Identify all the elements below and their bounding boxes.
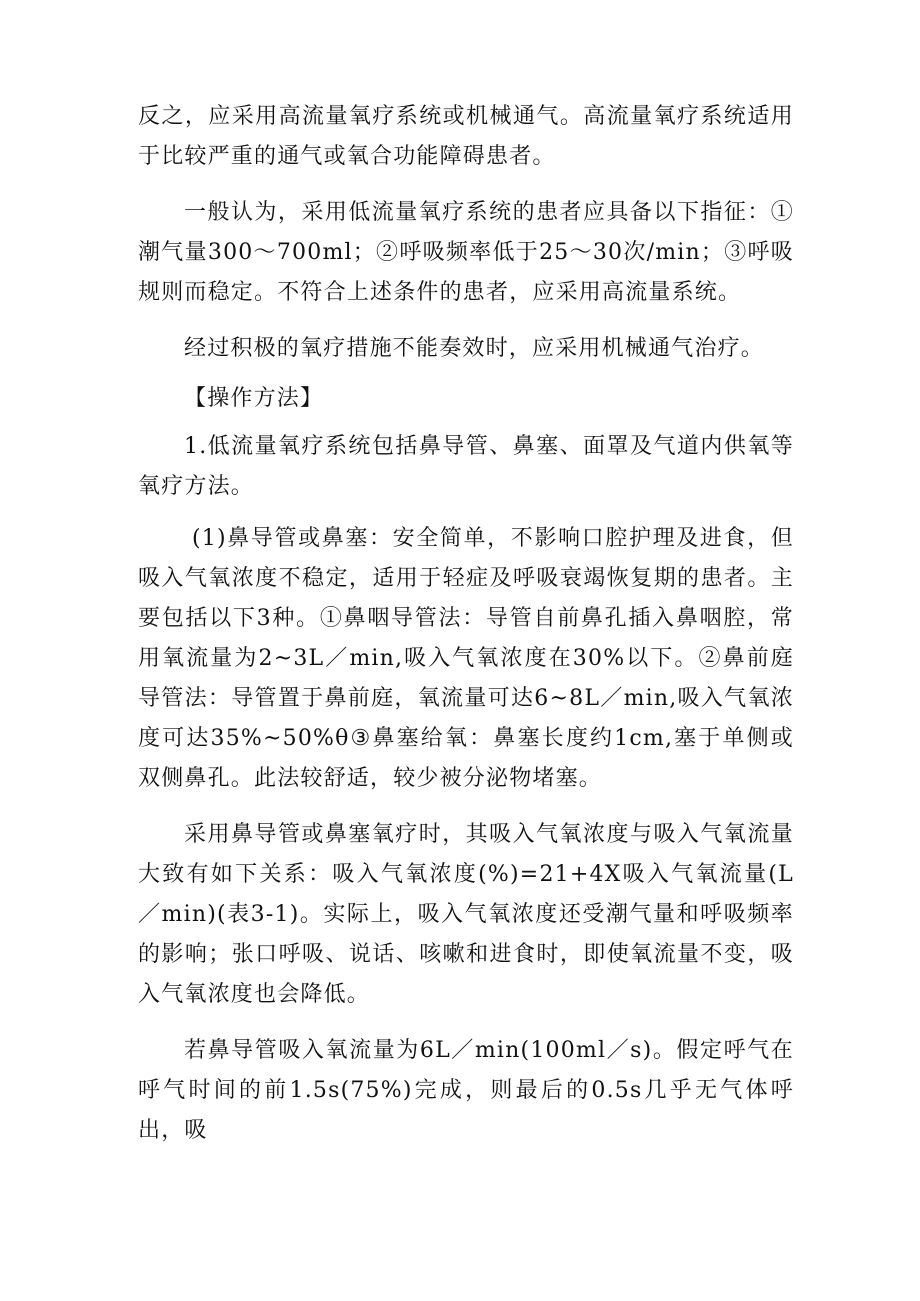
body-text [138, 97, 794, 1165]
paragraph-mechanical-ventilation: 经过积极的氧疗措施不能奏效时，应采用机械通气治疗。 [184, 336, 765, 361]
paragraph-nasal-cannula: (1)鼻导管或鼻塞：安全简单，不影响口腔护理及进食，但吸入气氧浓度不稳定，适用于轻症及呼吸衰竭恢复期的患者。主要包括以下3种。①鼻咽导管法：导管自前鼻孔插入鼻咽腔，常用氧流量为2~3L／min,吸入气氧浓度在30%以下。②鼻前庭导管法：导管置于鼻前庭，氧流量可达6~8L／min,吸入气氧浓度可达35%~50%θ③鼻塞给氧：鼻塞长度约1cm,塞于单侧或双侧鼻孔。此法较舒适，较少被分泌物堵塞。 [138, 526, 794, 791]
paragraph-flow-example: 若鼻导管吸入氧流量为6L／min(100ml／s)。假定呼气在呼气时间的前1.5s(75%)完成，则最后的0.5s几乎无气体呼出，吸 [138, 1038, 794, 1143]
paragraph-conclusion: 反之，应采用高流量氧疗系统或机械通气。高流量氧疗系统适用于比较严重的通气或氧合功能障碍患者。 [138, 104, 794, 169]
paragraph-low-flow-methods: 1.低流量氧疗系统包括鼻导管、鼻塞、面罩及气道内供氧等氧疗方法。 [138, 434, 794, 499]
paragraph-oxygen-concentration: 采用鼻导管或鼻塞氧疗时，其吸入气氧浓度与吸入气氧流量大致有如下关系：吸入气氧浓度(%)=21+4X吸入气氧流量(L／min)(表3-1)。实际上，吸入气氧浓度还受潮气量和呼吸频率的影响；张口呼吸、说话、咳嗽和进食时，即使氧流量不变，吸入气氧浓度也会降低。 [138, 822, 794, 1007]
section-heading: 【操作方法】 [184, 386, 324, 411]
paragraph-low-flow-indications: 一般认为，采用低流量氧疗系统的患者应具备以下指征：①潮气量300～700ml；②呼吸频率低于25～30次/min；③呼吸规则而稳定。不符合上述条件的患者，应采用高流量系统。 [138, 200, 794, 305]
